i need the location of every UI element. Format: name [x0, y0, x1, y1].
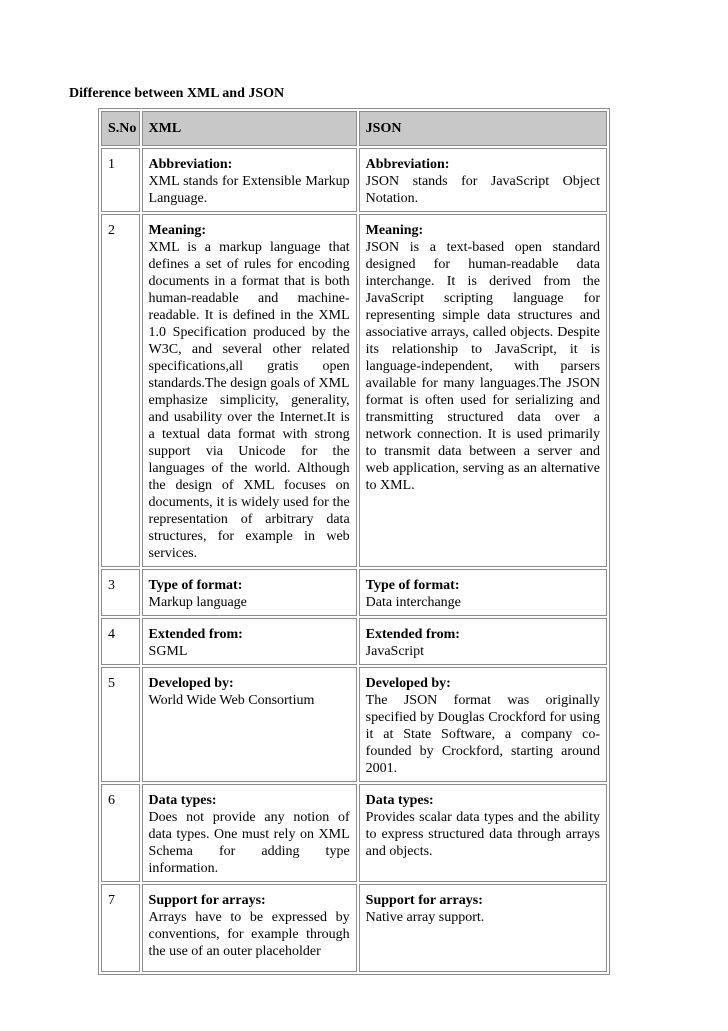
xml-cell-heading: Meaning: — [148, 223, 207, 238]
json-cell-heading: Extended from: — [365, 627, 460, 642]
json-cell-heading: Support for arrays: — [365, 893, 483, 908]
row-number: 2 — [101, 214, 140, 567]
json-cell — [359, 569, 607, 616]
json-cell-heading: Abbreviation: — [365, 157, 450, 172]
row-number: 3 — [101, 569, 140, 616]
xml-cell-text: World Wide Web Consortium — [148, 693, 315, 708]
json-cell — [359, 214, 607, 567]
xml-cell-heading: Type of format: — [148, 578, 243, 593]
json-cell-text: JavaScript — [365, 644, 424, 659]
xml-cell — [142, 884, 357, 972]
header-xml: XML — [142, 111, 357, 146]
xml-cell — [142, 569, 357, 616]
xml-cell — [142, 618, 357, 665]
table-row — [101, 667, 607, 782]
json-cell-text: Data interchange — [365, 595, 461, 610]
json-cell-text: The JSON format was originally specified by Douglas Crockford for using it at State Software, a company co-founded by Crockford, starting around 2001. — [365, 693, 600, 776]
table-header-row — [101, 111, 607, 146]
xml-cell-heading: Extended from: — [148, 627, 243, 642]
xml-cell-text: SGML — [148, 644, 188, 659]
json-cell-text: JSON stands for JavaScript Object Notation. — [365, 174, 600, 206]
table-row — [101, 569, 607, 616]
table-row — [101, 618, 607, 665]
header-sno: S.No — [101, 111, 140, 146]
xml-cell-text: XML is a markup language that defines a set of rules for encoding documents in a format that is both human-readable and machine-readable. It is defined in the XML 1.0 Specification produced by the W3C, and several other related specifications,all gratis open standards.The design goals of XML emphasize simplicity, generality, and usability over the Internet.It is a textual data format with strong support via Unicode for the languages of the world. Although the design of XML focuses on documents, it is widely used for the representation of arbitrary data structures, for example in web services. — [148, 240, 350, 561]
xml-cell — [142, 148, 357, 212]
json-cell-heading: Meaning: — [365, 223, 424, 238]
table-row — [101, 148, 607, 212]
xml-cell-text: Arrays have to be expressed by conventions, for example through the use of an outer placeholder — [148, 910, 350, 959]
xml-cell-heading: Data types: — [148, 793, 217, 808]
row-number: 1 — [101, 148, 140, 212]
json-cell-heading: Developed by: — [365, 676, 451, 691]
row-number: 4 — [101, 618, 140, 665]
json-cell — [359, 618, 607, 665]
json-cell-heading: Data types: — [365, 793, 434, 808]
row-number: 6 — [101, 784, 140, 882]
json-cell-text: Provides scalar data types and the ability to express structured data through arrays and objects. — [365, 810, 600, 859]
json-cell-text: JSON is a text-based open standard designed for human-readable data interchange. It is derived from the JavaScript scripting language for representing simple data structures and associative arrays, called objects. Despite its relationship to JavaScript, it is language-independent, with parsers available for many languages.The JSON format is often used for serializing and transmitting structured data over a network connection. It is used primarily to transmit data between a server and web application, serving as an alternative to XML. — [365, 240, 600, 493]
json-cell-heading: Type of format: — [365, 578, 460, 593]
json-cell-text: Native array support. — [365, 910, 485, 925]
comparison-table — [98, 108, 610, 975]
xml-cell-text: XML stands for Extensible Markup Language. — [148, 174, 350, 206]
xml-cell-heading: Abbreviation: — [148, 157, 233, 172]
json-cell — [359, 884, 607, 972]
table-row — [101, 884, 607, 972]
xml-cell-heading: Developed by: — [148, 676, 234, 691]
json-cell — [359, 784, 607, 882]
json-cell — [359, 148, 607, 212]
xml-cell-heading: Support for arrays: — [148, 893, 266, 908]
xml-cell-text: Markup language — [148, 595, 247, 610]
table-row — [101, 784, 607, 882]
page-title: Difference between XML and JSON — [69, 86, 285, 101]
xml-cell-text: Does not provide any notion of data types. One must rely on XML Schema for adding type information. — [148, 810, 350, 876]
row-number: 7 — [101, 884, 140, 972]
header-json: JSON — [359, 111, 607, 146]
xml-cell — [142, 667, 357, 782]
row-number: 5 — [101, 667, 140, 782]
xml-cell — [142, 214, 357, 567]
xml-cell — [142, 784, 357, 882]
table-row — [101, 214, 607, 567]
json-cell — [359, 667, 607, 782]
